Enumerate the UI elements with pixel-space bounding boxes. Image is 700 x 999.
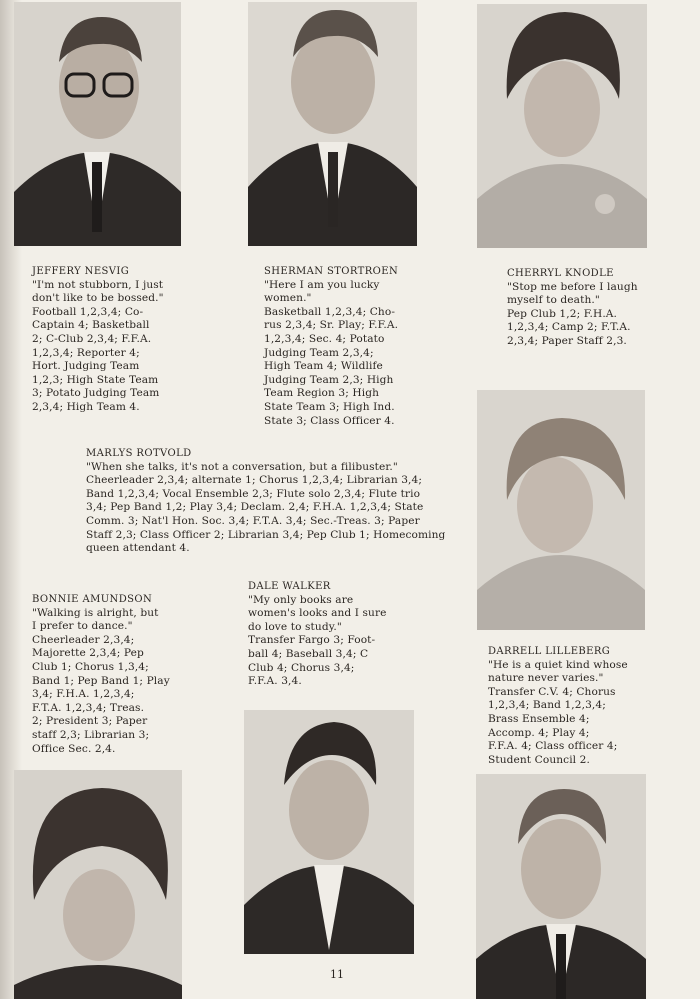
student-name: BONNIE AMUNDSON	[32, 594, 153, 605]
student-activities: Football 1,2,3,4; Co- Captain 4; Basketball 2; C-Club 2,3,4; F.F.A. 1,2,3,4; Reporter 4; Hort. Judging Team 1,2,3; High State Team 3; Potato Judging Team 2,3,4; High Team 4.	[32, 305, 160, 413]
portrait-photo-cherryl-knodle	[477, 4, 647, 248]
student-name: DALE WALKER	[248, 581, 331, 592]
student-name: MARLYS ROTVOLD	[86, 448, 192, 459]
student-activities: Cheerleader 2,3,4; alternate 1; Chorus 1,2,3,4; Librarian 3,4; Band 1,2,3,4; Vocal Ensemble 2,3; Flute solo 2,3,4; Flute trio 3,4; Pep Band 1,2; Play 3,4; Declam. 2,4; F.H.A. 1,2,3,4; State Comm. 3; Nat'l Hon. Soc. 3,4; F.T.A. 3,4; Sec.-Treas. 3; Paper Staff 2,3; Class Officer 2; Librarian 3,4; Pep Club 1; Homecoming queen attendant 4.	[86, 474, 446, 555]
student-name: JEFFERY NESVIG	[32, 266, 130, 277]
student-entry-cherryl-knodle	[507, 267, 667, 349]
student-entry-dale-walker	[248, 580, 408, 689]
student-entry-darrell-lilleberg	[488, 645, 663, 767]
student-entry-bonnie-amundson	[32, 593, 192, 756]
student-name: CHERRYL KNODLE	[507, 268, 614, 279]
student-entry-sherman-stortroen	[264, 265, 434, 428]
student-name: DARRELL LILLEBERG	[488, 646, 611, 657]
student-activities: Pep Club 1,2; F.H.A. 1,2,3,4; Camp 2; F.T.A. 2,3,4; Paper Staff 2,3.	[507, 307, 631, 347]
portrait-photo-marlys-rotvold	[477, 390, 645, 630]
portrait-photo-dale-walker	[244, 710, 414, 954]
portrait-photo-sherman-stortroen	[248, 2, 417, 246]
student-quote: "Here I am you lucky women."	[264, 278, 380, 305]
portrait-photo-bonnie-amundson	[14, 770, 182, 999]
student-quote: "I'm not stubborn, I just don't like to be bossed."	[32, 278, 164, 305]
portrait-photo-jeffery-nesvig	[14, 2, 181, 246]
student-quote: "He is a quiet kind whose nature never varies."	[488, 658, 628, 685]
student-activities: Transfer C.V. 4; Chorus 1,2,3,4; Band 1,2,3,4; Brass Ensemble 4; Accomp. 4; Play 4; F.F.A. 4; Class officer 4; Student Council 2.	[488, 685, 618, 766]
student-quote: "My only books are women's looks and I sure do love to study."	[248, 593, 387, 633]
portrait-photo-darrell-lilleberg	[476, 774, 646, 999]
student-activities: Cheerleader 2,3,4; Majorette 2,3,4; Pep Club 1; Chorus 1,3,4; Band 1; Pep Band 1; Play 3,4; F.H.A. 1,2,3,4; F.T.A. 1,2,3,4; Treas. 2; President 3; Paper staff 2,3; Librarian 3; Office Sec. 2,4.	[32, 633, 170, 755]
student-entry-marlys-rotvold	[86, 447, 461, 556]
page-number: 11	[330, 968, 344, 981]
student-activities: Transfer Fargo 3; Foot- ball 4; Baseball 3,4; C Club 4; Chorus 3,4; F.F.A. 3,4.	[248, 634, 376, 688]
student-quote: "Stop me before I laugh myself to death."	[507, 280, 638, 307]
student-quote: "Walking is alright, but I prefer to dance."	[32, 606, 159, 633]
student-activities: Basketball 1,2,3,4; Cho- rus 2,3,4; Sr. Play; F.F.A. 1,2,3,4; Sec. 4; Potato Judging Team 2,3,4; High Team 4; Wildlife Judging Team 2,3; High Team Region 3; High State Team 3; High Ind. State 3; Class Officer 4.	[264, 305, 399, 427]
student-entry-jeffery-nesvig	[32, 265, 192, 415]
student-name: SHERMAN STORTROEN	[264, 266, 399, 277]
student-quote: "When she talks, it's not a conversation, but a filibuster."	[86, 460, 398, 473]
